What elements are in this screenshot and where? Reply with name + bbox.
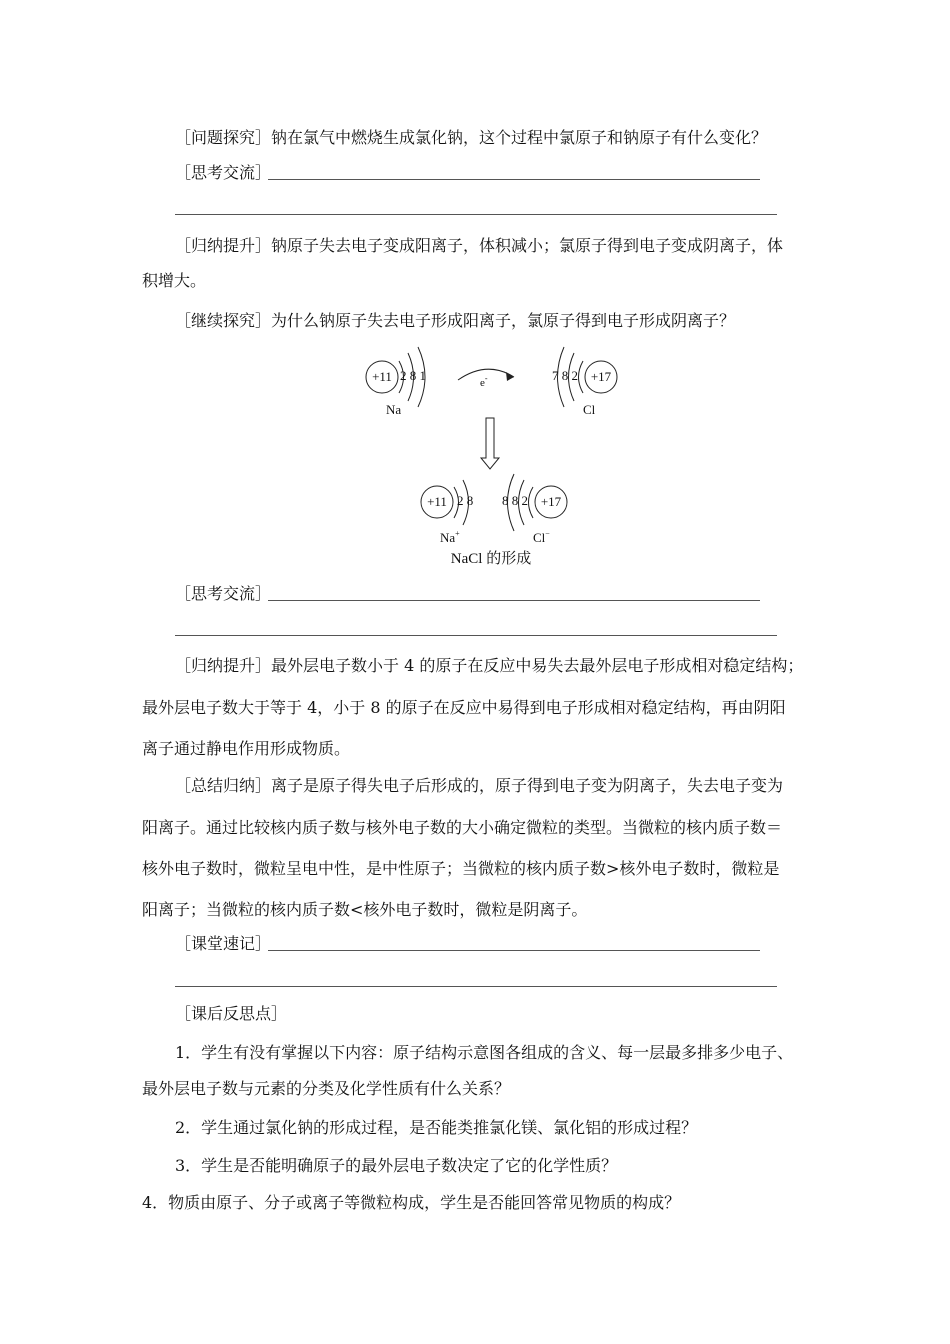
cl-ion-symbol: Cl (533, 530, 546, 545)
electron-symbol (480, 374, 488, 389)
reflection-item: 4．物质由原子、分子或离子等微粒构成，学生是否能回答常见物质的构成？ (142, 1193, 681, 1212)
summary-text-continued: 最外层电子数大于等于 4，小于 8 的原子在反应中易得到电子形成相对稳定结构，再由阴阳 (142, 698, 786, 717)
conclusion-paragraph (175, 775, 783, 797)
further-question-label: ［继续探究］ (175, 311, 272, 330)
answer-line[interactable] (175, 635, 777, 636)
cl-label: Cl (583, 402, 596, 417)
reflection-item-continued: 最外层电子数与元素的分类及化学性质有什么关系？ (142, 1079, 511, 1098)
na-ion-label (440, 529, 460, 545)
cl-ion-label (533, 529, 550, 545)
discussion-label-1: ［思考交流］ (175, 163, 272, 182)
conclusion-label: ［总结归纳］ (175, 776, 272, 795)
cl-nucleus-charge: +17 (590, 369, 612, 384)
cl-ion-charge: − (545, 529, 550, 538)
cl-ion-shell-1 (529, 487, 534, 518)
summary-text-continued: 积增大。 (142, 271, 207, 290)
reflection-item: 3．学生是否能明确原子的最外层电子数决定了它的化学性质？ (175, 1156, 618, 1175)
conclusion-text-continued: 核外电子数时，微粒呈电中性，是中性原子；当微粒的核内质子数>核外电子数时，微粒是 (142, 859, 780, 878)
discussion-label-2: ［思考交流］ (175, 584, 272, 603)
answer-line[interactable] (268, 600, 760, 601)
na-ion-charge: + (455, 529, 460, 538)
na-shell-electrons: 2 8 1 (400, 368, 426, 383)
summary-text: 最外层电子数小于 4 的原子在反应中易失去最外层电子形成相对稳定结构； (271, 656, 804, 675)
question-label: ［问题探究］ (175, 128, 272, 147)
question-text: 钠在氯气中燃烧生成氯化钠，这个过程中氯原子和钠原子有什么变化？ (271, 128, 768, 147)
answer-line[interactable] (268, 950, 760, 951)
summary-label: ［归纳提升］ (175, 656, 272, 675)
down-arrow (481, 418, 499, 469)
reflection-label: ［课后反思点］ (175, 1004, 288, 1023)
summary-text: 钠原子失去电子变成阳离子，体积减小；氯原子得到电子变成阴离子，体 (271, 236, 784, 255)
diagram-caption: NaCl 的形成 (450, 551, 532, 567)
conclusion-text-continued: 阳离子；当微粒的核内质子数<核外电子数时，微粒是阴离子。 (142, 900, 588, 919)
summary-text-continued: 离子通过静电作用形成物质。 (142, 739, 351, 758)
electron-charge: - (484, 374, 488, 383)
cl-shell-electrons: 7 8 2 (552, 368, 578, 383)
answer-line[interactable] (175, 986, 777, 987)
cl-shell-1 (579, 361, 584, 393)
conclusion-text: 离子是原子得失电子后形成的，原子得到电子变为阴离子，失去电子变为 (271, 776, 784, 795)
na-label: Na (386, 402, 402, 417)
na-ion-shell-electrons: 2 8 (457, 493, 474, 508)
cl-ion-nucleus-charge: +17 (540, 494, 562, 509)
reflection-item: 2．学生通过氯化钠的形成过程，是否能类推氯化镁、氯化铝的形成过程？ (175, 1118, 698, 1137)
reflection-item: 1．学生有没有掌握以下内容：原子结构示意图各组成的含义、每一层最多排多少电子、 (175, 1043, 794, 1062)
conclusion-text-continued: 阳离子。通过比较核内质子数与核外电子数的大小确定微粒的类型。当微粒的核内质子数＝ (142, 818, 783, 837)
notes-label: ［课堂速记］ (175, 934, 272, 953)
na-ion-symbol: Na (440, 530, 456, 545)
summary-paragraph-2 (175, 655, 803, 677)
electron-letter: e (480, 377, 485, 389)
na-nucleus-charge: +11 (372, 369, 392, 384)
further-question-text: 为什么钠原子失去电子形成阳离子，氯原子得到电子形成阴离子？ (271, 311, 736, 330)
na-ion-nucleus-charge: +11 (427, 494, 447, 509)
cl-ion-shell-electrons: 8 8 2 (502, 493, 528, 508)
nacl-formation-diagram (0, 0, 950, 580)
summary-label: ［归纳提升］ (175, 236, 272, 255)
arrow-head (506, 372, 514, 381)
